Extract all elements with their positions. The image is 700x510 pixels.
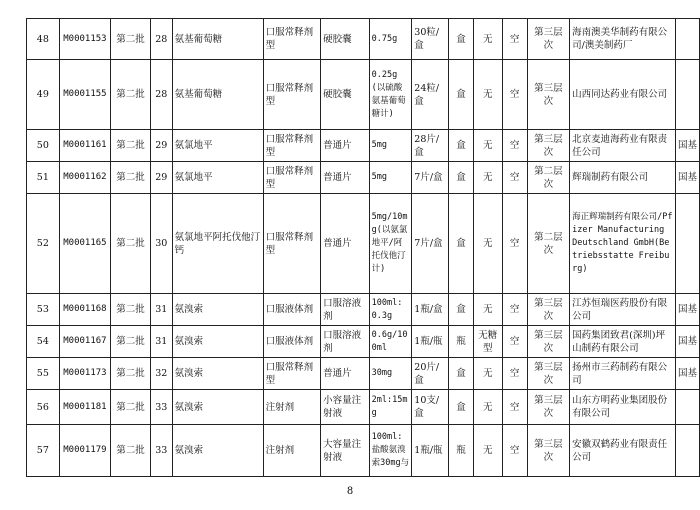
- dosage-type: 口服液体剂: [263, 294, 320, 326]
- tier: 第二层次: [527, 162, 570, 194]
- drug-code: M0001179: [59, 425, 110, 477]
- category: 无糖型: [473, 326, 502, 358]
- row-number: 56: [27, 390, 60, 425]
- form: 普通片: [321, 130, 370, 162]
- drug-code: M0001165: [59, 194, 110, 294]
- drug-code: M0001173: [59, 358, 110, 390]
- unit: 盒: [449, 60, 474, 130]
- row-number: 51: [27, 162, 60, 194]
- drug-name: 氨氯地平: [172, 162, 263, 194]
- row-number: 57: [27, 425, 60, 477]
- drug-code: M0001167: [59, 326, 110, 358]
- row-number: 48: [27, 19, 60, 60]
- note: 国基: [676, 326, 700, 358]
- table-row: [27, 19, 700, 60]
- unit: 盒: [449, 19, 474, 60]
- form: 大容量注射液: [321, 425, 370, 477]
- row-number: 50: [27, 130, 60, 162]
- drug-code: M0001162: [59, 162, 110, 194]
- company: 辉瑞制药有限公司: [570, 162, 676, 194]
- specification: 5mg: [369, 130, 412, 162]
- unit: 盒: [449, 194, 474, 294]
- unit: 盒: [449, 294, 474, 326]
- dosage-type: 注射剂: [263, 390, 320, 425]
- note: [676, 60, 700, 130]
- flag: 空: [502, 19, 527, 60]
- flag: 空: [502, 326, 527, 358]
- company: 国药集团致君(深圳)坪山制药有限公司: [570, 326, 676, 358]
- batch: 第二批: [111, 162, 151, 194]
- row-number: 55: [27, 358, 60, 390]
- table-row: [27, 162, 700, 194]
- dosage-type: 口服常释剂型: [263, 60, 320, 130]
- flag: 空: [502, 162, 527, 194]
- category: 无: [473, 425, 502, 477]
- drug-name: 氨氯地平阿托伐他汀钙: [172, 194, 263, 294]
- dosage-type: 口服常释剂型: [263, 194, 320, 294]
- table-body: [27, 19, 700, 477]
- group-number: 30: [150, 194, 172, 294]
- table-row: [27, 60, 700, 130]
- drug-name: 氨基葡萄糖: [172, 60, 263, 130]
- drug-code: M0001155: [59, 60, 110, 130]
- group-number: 28: [150, 60, 172, 130]
- form: 普通片: [321, 162, 370, 194]
- unit: 盒: [449, 130, 474, 162]
- category: 无: [473, 294, 502, 326]
- group-number: 29: [150, 130, 172, 162]
- packaging: 7片/盒: [412, 194, 449, 294]
- drug-code: M0001153: [59, 19, 110, 60]
- specification: 100ml:0.3g: [369, 294, 412, 326]
- company: 安徽双鹤药业有限责任公司: [570, 425, 676, 477]
- form: 普通片: [321, 358, 370, 390]
- packaging: 20片/盒: [412, 358, 449, 390]
- packaging: 28片/盒: [412, 130, 449, 162]
- category: 无: [473, 162, 502, 194]
- group-number: 33: [150, 390, 172, 425]
- table-row: [27, 294, 700, 326]
- unit: 盒: [449, 390, 474, 425]
- packaging: 30粒/盒: [412, 19, 449, 60]
- drug-name: 氨氯地平: [172, 130, 263, 162]
- note: 国基: [676, 130, 700, 162]
- table-row: [27, 130, 700, 162]
- table-row: [27, 326, 700, 358]
- dosage-type: 口服常释剂型: [263, 19, 320, 60]
- specification: 100ml:盐酸氨溴索30mg与: [369, 425, 412, 477]
- batch: 第二批: [111, 390, 151, 425]
- dosage-type: 注射剂: [263, 425, 320, 477]
- drug-name: 氨溴索: [172, 425, 263, 477]
- flag: 空: [502, 194, 527, 294]
- group-number: 28: [150, 19, 172, 60]
- packaging: 10支/盒: [412, 390, 449, 425]
- drug-name: 氨溴索: [172, 326, 263, 358]
- flag: 空: [502, 425, 527, 477]
- batch: 第二批: [111, 19, 151, 60]
- dosage-type: 口服常释剂型: [263, 358, 320, 390]
- form: 小容量注射液: [321, 390, 370, 425]
- dosage-type: 口服液体剂: [263, 326, 320, 358]
- table-row: [27, 358, 700, 390]
- company: 江苏恒瑞医药股份有限公司: [570, 294, 676, 326]
- form: 口服溶液剂: [321, 294, 370, 326]
- company: 山东方明药业集团股份有限公司: [570, 390, 676, 425]
- specification: 0.25g(以硫酸氨基葡萄糖计): [369, 60, 412, 130]
- tier: 第三层次: [527, 326, 570, 358]
- company: 海正辉瑞制药有限公司/Pfizer Manufacturing Deutschland GmbH(Betriebsstatte Freiburg): [570, 194, 676, 294]
- specification: 2ml:15mg: [369, 390, 412, 425]
- table-row: [27, 390, 700, 425]
- dosage-type: 口服常释剂型: [263, 130, 320, 162]
- tier: 第三层次: [527, 425, 570, 477]
- group-number: 31: [150, 294, 172, 326]
- form: 普通片: [321, 194, 370, 294]
- note: 国基: [676, 294, 700, 326]
- unit: 瓶: [449, 326, 474, 358]
- batch: 第二批: [111, 130, 151, 162]
- company: 海南澳美华制药有限公司/澳美制药厂: [570, 19, 676, 60]
- flag: 空: [502, 294, 527, 326]
- unit: 盒: [449, 358, 474, 390]
- company: 北京麦迪海药业有限责任公司: [570, 130, 676, 162]
- specification: 0.6g/100ml: [369, 326, 412, 358]
- category: 无: [473, 19, 502, 60]
- row-number: 52: [27, 194, 60, 294]
- flag: 空: [502, 358, 527, 390]
- specification: 0.75g: [369, 19, 412, 60]
- packaging: 7片/盒: [412, 162, 449, 194]
- packaging: 24粒/盒: [412, 60, 449, 130]
- company: 山西同达药业有限公司: [570, 60, 676, 130]
- flag: 空: [502, 130, 527, 162]
- tier: 第二层次: [527, 194, 570, 294]
- specification: 5mg/10mg(以氨氯地平/阿托伐他汀计): [369, 194, 412, 294]
- flag: 空: [502, 390, 527, 425]
- drug-code: M0001181: [59, 390, 110, 425]
- drug-catalog-table: [26, 18, 700, 477]
- form: 口服溶液剂: [321, 326, 370, 358]
- note: 国基: [676, 162, 700, 194]
- specification: 30mg: [369, 358, 412, 390]
- form: 硬胶囊: [321, 19, 370, 60]
- drug-name: 氨溴索: [172, 390, 263, 425]
- drug-name: 氨基葡萄糖: [172, 19, 263, 60]
- drug-code: M0001161: [59, 130, 110, 162]
- group-number: 31: [150, 326, 172, 358]
- group-number: 33: [150, 425, 172, 477]
- drug-name: 氨溴索: [172, 294, 263, 326]
- flag: 空: [502, 60, 527, 130]
- batch: 第二批: [111, 358, 151, 390]
- note: [676, 194, 700, 294]
- packaging: 1瓶/瓶: [412, 425, 449, 477]
- category: 无: [473, 60, 502, 130]
- category: 无: [473, 358, 502, 390]
- unit: 盒: [449, 162, 474, 194]
- note: [676, 19, 700, 60]
- row-number: 49: [27, 60, 60, 130]
- table-row: [27, 425, 700, 477]
- tier: 第三层次: [527, 390, 570, 425]
- note: [676, 425, 700, 477]
- table-row: [27, 194, 700, 294]
- group-number: 32: [150, 358, 172, 390]
- note: [676, 390, 700, 425]
- packaging: 1瓶/瓶: [412, 326, 449, 358]
- batch: 第二批: [111, 425, 151, 477]
- tier: 第三层次: [527, 294, 570, 326]
- row-number: 53: [27, 294, 60, 326]
- dosage-type: 口服常释剂型: [263, 162, 320, 194]
- batch: 第二批: [111, 294, 151, 326]
- unit: 瓶: [449, 425, 474, 477]
- category: 无: [473, 130, 502, 162]
- category: 无: [473, 390, 502, 425]
- tier: 第三层次: [527, 130, 570, 162]
- note: 国基: [676, 358, 700, 390]
- batch: 第二批: [111, 326, 151, 358]
- tier: 第三层次: [527, 60, 570, 130]
- row-number: 54: [27, 326, 60, 358]
- specification: 5mg: [369, 162, 412, 194]
- page-number: 8: [346, 486, 354, 497]
- drug-name: 氨溴索: [172, 358, 263, 390]
- company: 扬州市三药制药有限公司: [570, 358, 676, 390]
- batch: 第二批: [111, 194, 151, 294]
- group-number: 29: [150, 162, 172, 194]
- drug-code: M0001168: [59, 294, 110, 326]
- tier: 第三层次: [527, 19, 570, 60]
- form: 硬胶囊: [321, 60, 370, 130]
- category: 无: [473, 194, 502, 294]
- tier: 第三层次: [527, 358, 570, 390]
- packaging: 1瓶/盒: [412, 294, 449, 326]
- batch: 第二批: [111, 60, 151, 130]
